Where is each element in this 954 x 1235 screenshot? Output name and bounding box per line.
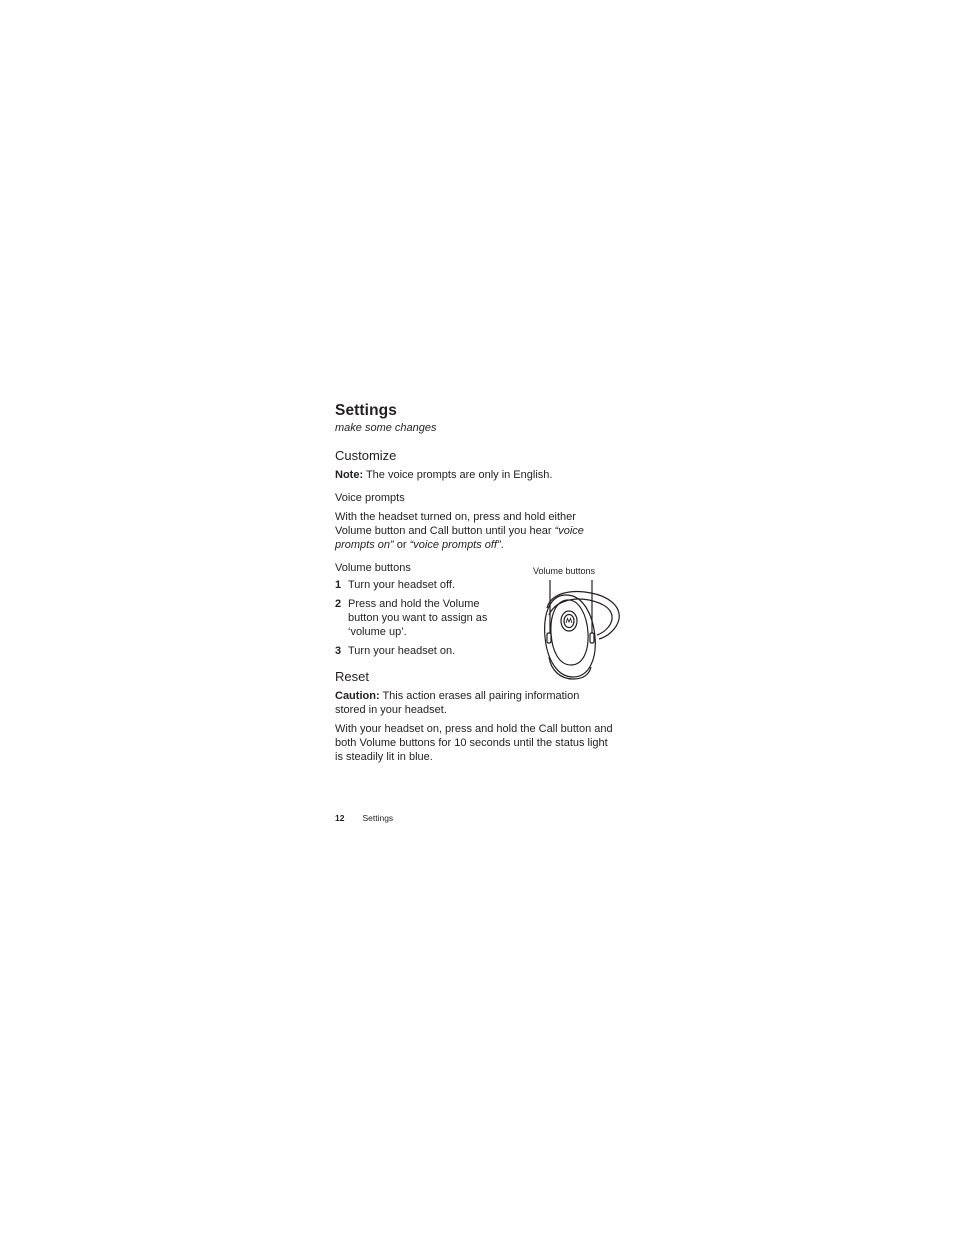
note-label: Note: <box>335 469 364 481</box>
headset-illustration <box>531 563 623 681</box>
note-paragraph <box>335 468 552 482</box>
figure-label: Volume buttons <box>533 566 596 576</box>
step-text: Turn your headset on. <box>348 645 456 657</box>
reset-instructions: With your headset on, press and hold the Call button and both Volume buttons for 10 seconds until the status light is steadily lit in blue. <box>335 723 613 763</box>
step-text: Press and hold the Volume button you want to assign as ‘volume up’. <box>348 598 488 638</box>
voice-prompts-heading: Voice prompts <box>335 492 405 504</box>
headset-figure <box>531 563 623 681</box>
caution-text: This action erases all pairing information stored in your headset. <box>335 690 580 716</box>
caution-label: Caution: <box>335 690 380 702</box>
page-subtitle: make some changes <box>335 422 437 434</box>
voice-prompts-quote-1a: “voice <box>554 525 584 537</box>
caution-paragraph <box>335 689 607 717</box>
footer-section-name: Settings <box>362 813 394 823</box>
voice-prompts-line-2: Volume button and Call button until you hear <box>335 525 555 537</box>
volume-buttons-heading: Volume buttons <box>335 562 411 574</box>
customize-heading: Customize <box>335 448 397 463</box>
reset-heading: Reset <box>335 669 369 684</box>
step-number: 1 <box>335 579 342 591</box>
voice-prompts-quote-1b: prompts on” <box>335 539 394 551</box>
voice-prompts-quote-2: “voice prompts off” <box>409 539 501 551</box>
step-number: 3 <box>335 645 342 657</box>
volume-button-left <box>547 633 551 643</box>
step-text: Turn your headset off. <box>348 579 456 591</box>
page-number: 12 <box>335 813 345 823</box>
step-number: 2 <box>335 598 342 610</box>
voice-prompts-line-1: With the headset turned on, press and hold either <box>335 511 576 523</box>
page-title: Settings <box>335 402 397 419</box>
page-footer <box>335 813 393 823</box>
voice-prompts-end: . <box>500 539 504 551</box>
voice-prompts-paragraph <box>335 510 625 552</box>
voice-prompts-or: or <box>393 539 410 551</box>
note-text: The voice prompts are only in English. <box>363 469 553 481</box>
volume-button-right <box>590 633 594 643</box>
